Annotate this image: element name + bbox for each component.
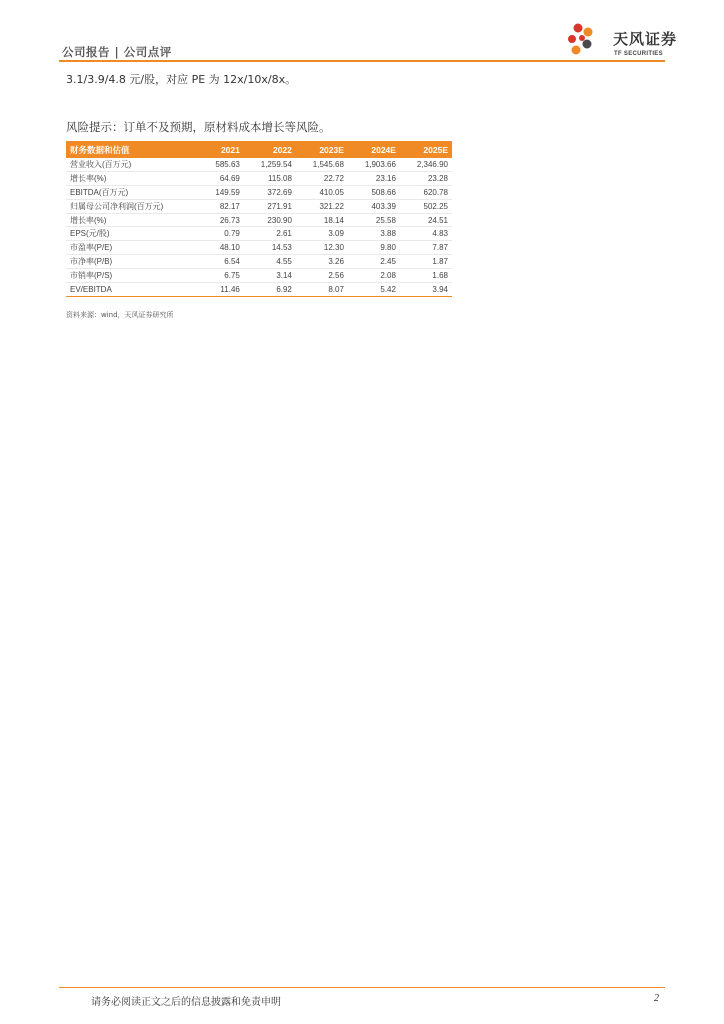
table-cell: 1,259.54 [244, 158, 296, 171]
row-label: 增长率(%) [66, 213, 201, 227]
row-label: 增长率(%) [66, 171, 201, 185]
table-cell: 1.68 [400, 269, 452, 283]
table-cell: 6.92 [244, 283, 296, 297]
row-label: 归属母公司净利润(百万元) [66, 199, 201, 213]
table-cell: 230.90 [244, 213, 296, 227]
table-header-cell: 2022 [244, 141, 296, 158]
logo-petal [583, 40, 592, 49]
table-cell: 115.08 [244, 171, 296, 185]
row-label: EV/EBITDA [66, 283, 201, 297]
table-row [66, 241, 452, 255]
table-cell: 9.80 [348, 241, 400, 255]
table-cell: 2,346.90 [400, 158, 452, 171]
table-cell: 620.78 [400, 185, 452, 199]
risk-warning: 风险提示：订单不及预期，原材料成本增长等风险。 [66, 120, 331, 134]
row-label: EBITDA(百万元) [66, 185, 201, 199]
table-header-cell: 2023E [296, 141, 348, 158]
table-header-cell: 2025E [400, 141, 452, 158]
table-header-cell: 2021 [201, 141, 244, 158]
table-cell: 4.55 [244, 255, 296, 269]
table-row [66, 269, 452, 283]
table-row [66, 283, 452, 297]
row-label: 市盈率(P/E) [66, 241, 201, 255]
table-cell: 3.14 [244, 269, 296, 283]
row-label: 市销率(P/S) [66, 269, 201, 283]
table-cell: 149.59 [201, 185, 244, 199]
body-paragraph: 3.1/3.9/4.8 元/股，对应 PE 为 12x/10x/8x。 [66, 73, 297, 86]
logo-subtitle: TF SECURITIES [614, 51, 663, 57]
table-cell: 14.53 [244, 241, 296, 255]
table-cell: 2.61 [244, 227, 296, 241]
table-cell: 2.45 [348, 255, 400, 269]
table-row [66, 227, 452, 241]
table-cell: 8.07 [296, 283, 348, 297]
table-cell: 585.63 [201, 158, 244, 171]
table-row [66, 171, 452, 185]
logo-petal [572, 46, 581, 55]
table-cell: 82.17 [201, 199, 244, 213]
logo-petal [574, 24, 583, 33]
logo-petal [579, 35, 585, 41]
table-header-row [66, 141, 452, 158]
table-cell: 6.54 [201, 255, 244, 269]
page-number: 2 [654, 993, 659, 1004]
financial-data-table [66, 141, 452, 297]
table-row [66, 158, 452, 171]
table-cell: 271.91 [244, 199, 296, 213]
table-cell: 1,903.66 [348, 158, 400, 171]
table-cell: 403.39 [348, 199, 400, 213]
footer-divider [59, 987, 665, 988]
table-cell: 1.87 [400, 255, 452, 269]
table-row [66, 185, 452, 199]
table-cell: 11.46 [201, 283, 244, 297]
row-label: 营业收入(百万元) [66, 158, 201, 171]
table-cell: 3.94 [400, 283, 452, 297]
table-cell: 23.28 [400, 171, 452, 185]
table-cell: 321.22 [296, 199, 348, 213]
table-cell: 0.79 [201, 227, 244, 241]
table-cell: 2.56 [296, 269, 348, 283]
table-row [66, 199, 452, 213]
table-cell: 2.08 [348, 269, 400, 283]
row-label: EPS(元/股) [66, 227, 201, 241]
table-cell: 4.83 [400, 227, 452, 241]
table-header-cell: 财务数据和估值 [66, 141, 201, 158]
table-cell: 7.87 [400, 241, 452, 255]
table-row [66, 213, 452, 227]
report-section-label: 公司报告 | 公司点评 [62, 45, 172, 59]
table-cell: 410.05 [296, 185, 348, 199]
table-cell: 3.26 [296, 255, 348, 269]
header-divider [59, 60, 665, 62]
footer-disclaimer: 请务必阅读正文之后的信息披露和免责申明 [91, 997, 281, 1008]
table-cell: 3.88 [348, 227, 400, 241]
table-cell: 25.58 [348, 213, 400, 227]
logo-petal [568, 35, 576, 43]
table-cell: 1,545.68 [296, 158, 348, 171]
table-cell: 5.42 [348, 283, 400, 297]
table-cell: 3.09 [296, 227, 348, 241]
logo-petal [584, 28, 593, 37]
table-cell: 24.51 [400, 213, 452, 227]
row-label: 市净率(P/B) [66, 255, 201, 269]
table-cell: 508.66 [348, 185, 400, 199]
table-header-cell: 2024E [348, 141, 400, 158]
table-cell: 26.73 [201, 213, 244, 227]
table-cell: 22.72 [296, 171, 348, 185]
table-cell: 372.69 [244, 185, 296, 199]
table-cell: 502.25 [400, 199, 452, 213]
table-row [66, 255, 452, 269]
table-cell: 23.16 [348, 171, 400, 185]
table-cell: 6.75 [201, 269, 244, 283]
table-cell: 64.69 [201, 171, 244, 185]
data-source-note: 资料来源：wind，天风证券研究所 [66, 311, 174, 319]
table-cell: 18.14 [296, 213, 348, 227]
table-cell: 12.30 [296, 241, 348, 255]
table-cell: 48.10 [201, 241, 244, 255]
logo-name: 天风证券 [613, 30, 678, 48]
